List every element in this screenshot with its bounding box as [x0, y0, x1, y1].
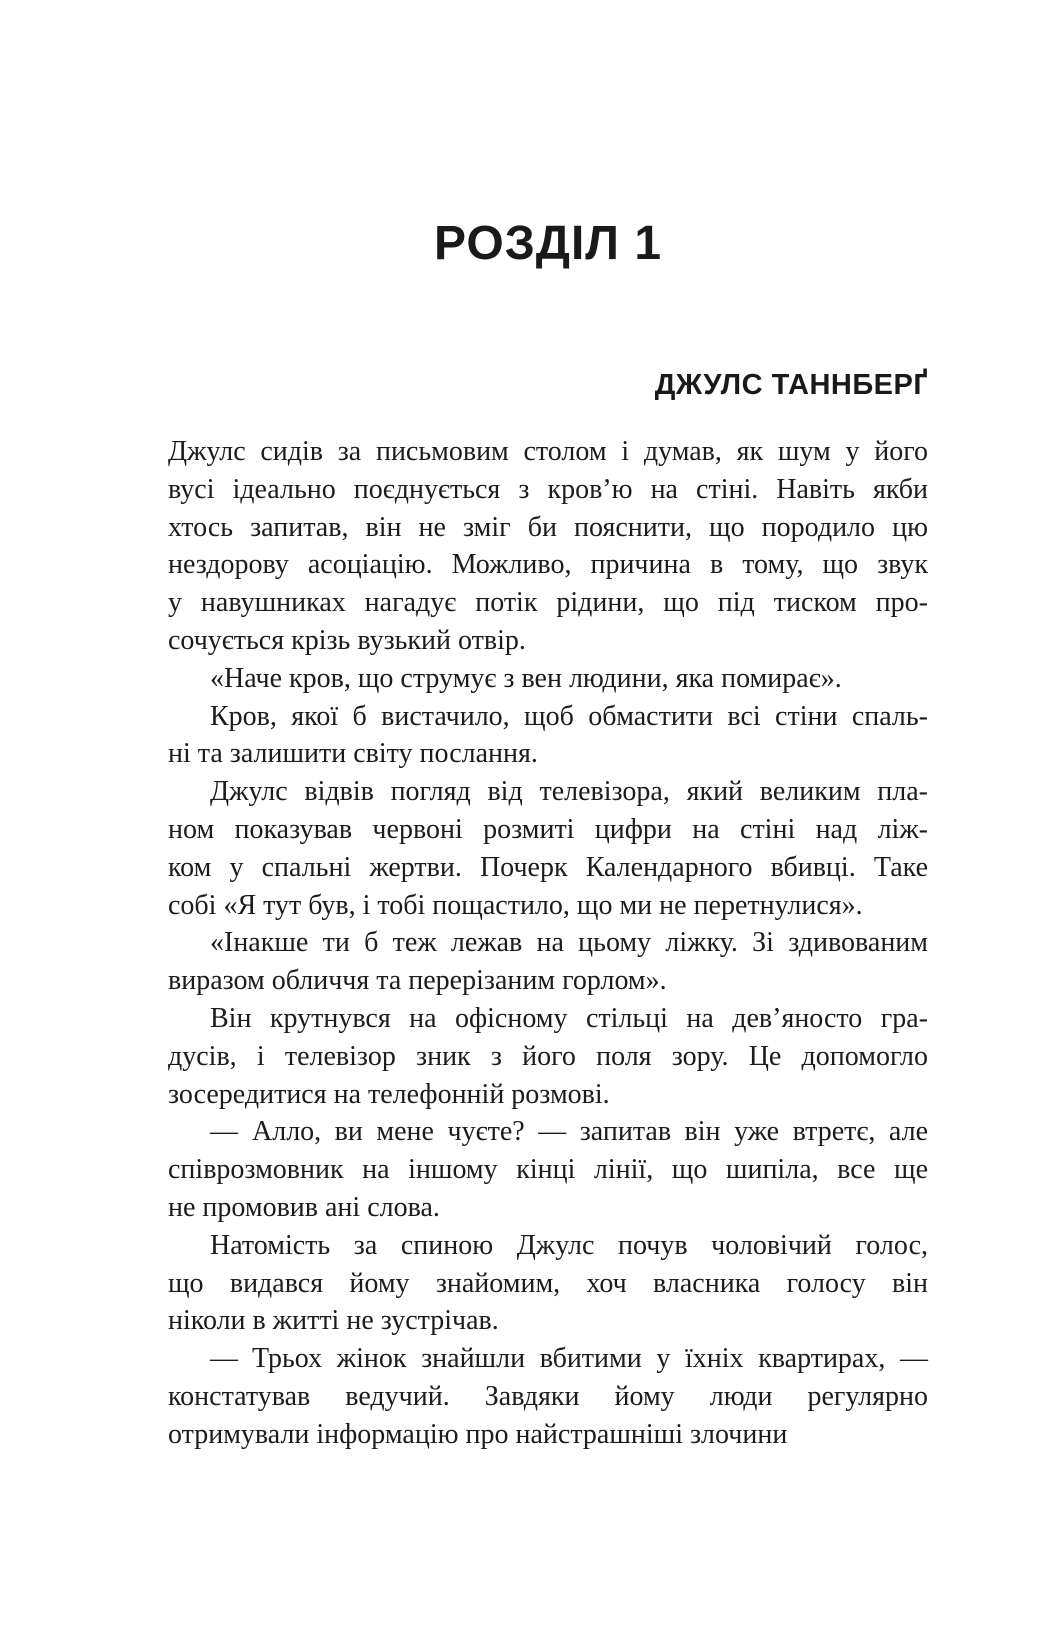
text-line: виразом обличчя та перерізаним горлом». — [168, 965, 667, 997]
text-line: ні та залишити світу послання. — [168, 738, 538, 770]
text-line: Кров, якої б вистачило, щоб обмастити всі стіни спаль- — [210, 700, 928, 732]
text-line: вусі ідеально поєднується з кров’ю на стіні. Навіть якби — [168, 473, 928, 505]
text-line: сочується крізь вузький отвір. — [168, 624, 526, 656]
text-line: — Трьох жінок знайшли вбитими у їхніх квартирах, — — [210, 1343, 928, 1375]
text-line: у навушниках нагадує потік рідини, що під тиском про- — [168, 587, 928, 619]
chapter-title: РОЗДІЛ 1 — [433, 217, 663, 270]
text-line: собі «Я тут був, і тобі пощастило, що ми не перетнулися». — [168, 889, 863, 921]
text-line: констатував ведучий. Завдяки йому люди регулярно — [168, 1380, 928, 1412]
text-line: Натомість за спиною Джулс почув чоловічий голос, — [210, 1229, 928, 1261]
text-line: Джулс відвів погляд від телевізора, який великим пла- — [210, 776, 928, 808]
text-line: отримували інформацію про найстрашніші злочини — [168, 1418, 788, 1450]
text-line: хтось запитав, він не зміг би пояснити, що породило цю — [168, 511, 928, 543]
text-column — [168, 0, 928, 1630]
text-line: ніколи в житті не зустрічав. — [168, 1305, 499, 1337]
text-line: зосередитися на телефонній розмові. — [168, 1078, 610, 1110]
text-line: ком у спальні жертви. Почерк Календарного вбивці. Таке — [168, 851, 928, 883]
text-line: ном показував червоні розмиті цифри на стіні над ліж- — [168, 813, 928, 845]
text-line: — Алло, ви мене чуєте? — запитав він уже втретє, але — [210, 1116, 928, 1148]
text-line: нездорову асоціацію. Можливо, причина в тому, що звук — [168, 549, 928, 581]
text-line: Він крутнувся на офісному стільці на дев’яносто гра- — [210, 1002, 928, 1034]
text-line: «Наче кров, що струмує з вен людини, яка помирає». — [210, 662, 842, 694]
text-line: що видався йому знайомим, хоч власника голосу він — [168, 1267, 928, 1299]
text-line: «Інакше ти б теж лежав на цьому ліжку. Зі здивованим — [210, 927, 928, 959]
text-line: Джулс сидів за письмовим столом і думав, як шум у його — [168, 436, 928, 467]
body-text — [168, 433, 928, 1454]
text-line: дусів, і телевізор зник з його поля зору. Це допомогло — [168, 1040, 928, 1072]
text-line: не промовив ані слова. — [168, 1191, 440, 1223]
text-line: співрозмовник на іншому кінці лінії, що шипіла, все ще — [168, 1154, 928, 1186]
chapter-subtitle: ДЖУЛС ТАННБЕРҐ — [654, 369, 928, 401]
